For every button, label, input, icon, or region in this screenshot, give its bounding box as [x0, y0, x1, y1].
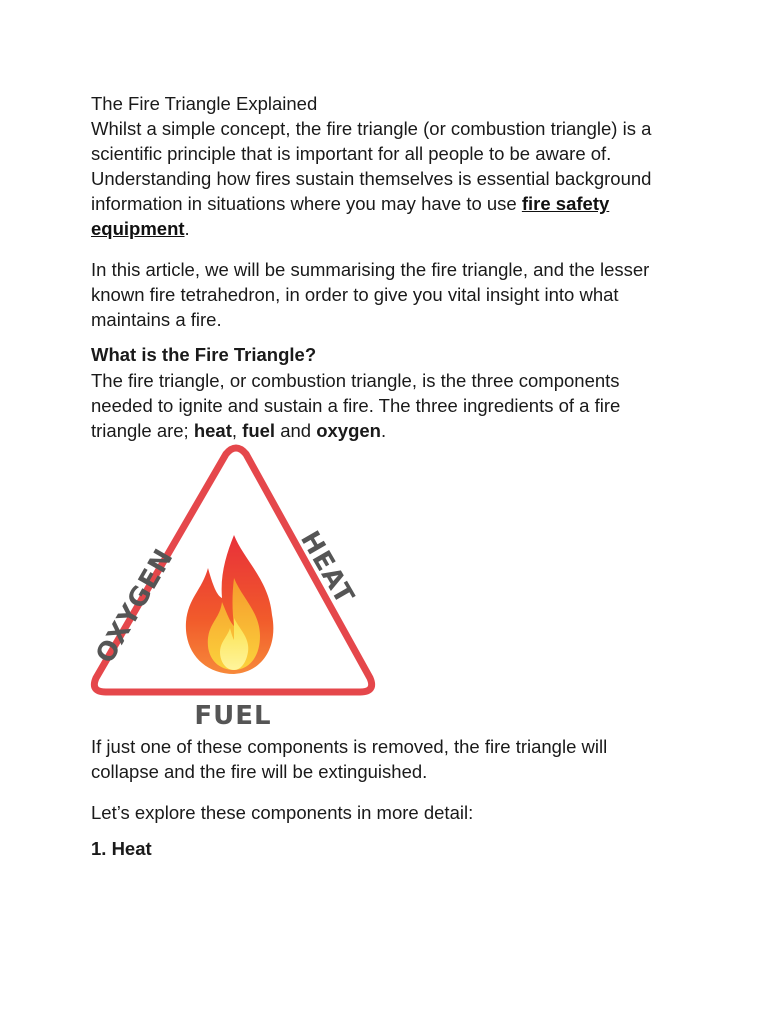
intro-line [91, 191, 691, 216]
oxygen-label: OXYGEN [90, 543, 180, 669]
collapse-line: If just one of these components is removed, the fire triangle will [91, 736, 608, 757]
intro-paragraph [91, 116, 691, 241]
summary-paragraph [91, 257, 691, 332]
fuel-label: FUEL [194, 701, 272, 730]
separator: , [231, 420, 243, 441]
term-fuel: fuel [242, 420, 276, 441]
intro-period: . [184, 218, 190, 239]
term-oxygen: oxygen [316, 420, 381, 441]
flame-icon [186, 535, 274, 674]
explore-paragraph: Let’s explore these components in more detail: [91, 802, 474, 823]
definition-line: needed to ignite and sustain a fire. The three ingredients of a fire [91, 395, 621, 416]
summary-line: In this article, we will be summarising the fire triangle, and the lesser [91, 259, 650, 280]
separator: and [275, 420, 317, 441]
summary-line: maintains a fire. [91, 309, 222, 330]
section-heading: What is the Fire Triangle? [91, 344, 317, 365]
separator: . [381, 420, 387, 441]
collapse-line: collapse and the fire will be extinguished. [91, 761, 428, 782]
summary-line: known fire tetrahedron, in order to give you vital insight into what [91, 284, 619, 305]
document-title: The Fire Triangle Explained [91, 93, 318, 114]
intro-line: scientific principle that is important for all people to be aware of. [91, 143, 612, 164]
fire-safety-equipment-link[interactable]: fire safety [521, 193, 610, 214]
collapse-paragraph [91, 734, 691, 784]
subheading-heat: 1. Heat [91, 838, 152, 859]
intro-line [91, 216, 691, 241]
heat-label: HEAT [294, 526, 360, 610]
intro-line: Understanding how fires sustain themselves is essential background [91, 168, 652, 189]
definition-paragraph [91, 368, 691, 443]
definition-text: triangle are; [91, 420, 194, 441]
definition-line: The fire triangle, or combustion triangle, is the three components [91, 370, 620, 391]
fire-safety-equipment-link-cont[interactable]: equipment [91, 218, 185, 239]
term-heat: heat [193, 420, 232, 441]
intro-line-text: information in situations where you may have to use [91, 193, 522, 214]
intro-line: Whilst a simple concept, the fire triangle (or combustion triangle) is a [91, 118, 652, 139]
fire-triangle-diagram [84, 440, 384, 730]
